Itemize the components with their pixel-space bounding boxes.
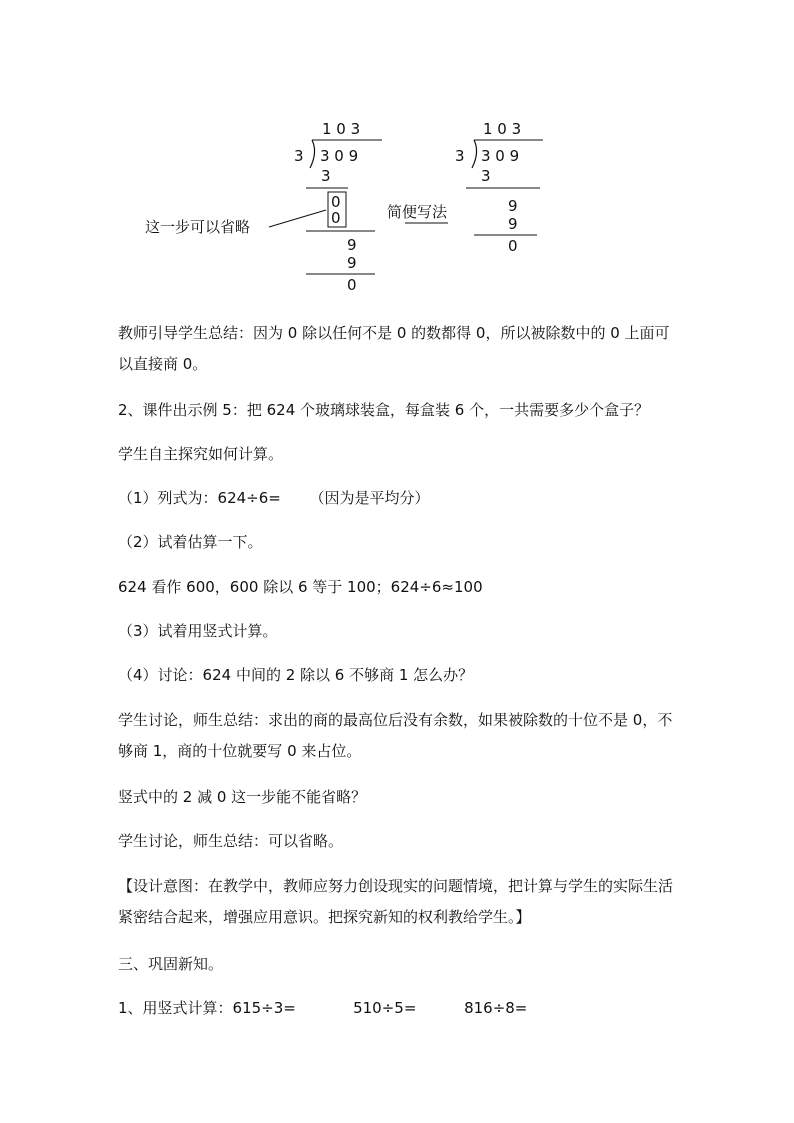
paragraph-conclusion: 学生讨论，师生总结：可以省略。: [118, 832, 344, 850]
paragraph-design-intent: 【设计意图：在教学中，教师应努力创设现实的问题情境，把计算与学生的实际生活紧密结合起来，增强应用意识。把探究新知的权利教给学生。】: [118, 877, 674, 926]
left-step-3: 0: [331, 209, 341, 227]
left-divisor: 3: [294, 147, 304, 165]
right-bracket: [472, 140, 477, 168]
paragraph-step-4: （4）讨论：624 中间的 2 除以 6 不够商 1 怎么办？: [118, 666, 474, 684]
left-quotient: 1 0 3: [322, 120, 361, 138]
left-step-6: 0: [347, 276, 357, 294]
left-step-1: 3: [321, 167, 331, 185]
right-step-4: 0: [508, 237, 518, 255]
right-step-1: 3: [481, 167, 491, 185]
right-divisor: 3: [455, 147, 465, 165]
paragraph-step-1: （1）列式为：624÷6= （因为是平均分）: [118, 489, 430, 507]
left-step-2: 0: [331, 193, 341, 211]
long-division-diagram: [0, 0, 794, 310]
note-pointer-line: [269, 210, 326, 227]
left-dividend: 3 0 9: [320, 147, 359, 165]
paragraph-discussion: 学生讨论，师生总结：求出的商的最高位后没有余数，如果被除数的十位不是 0，不够商 1，商的十位就要写 0 来占位。: [118, 711, 673, 760]
left-step-4: 9: [347, 236, 357, 254]
paragraph-estimate: 624 看作 600，600 除以 6 等于 100；624÷6≈100: [118, 578, 483, 596]
paragraph-summary: 教师引导学生总结：因为 0 除以任何不是 0 的数都得 0，所以被除数中的 0 上面可以直接商 0。: [118, 324, 670, 373]
right-quotient: 1 0 3: [483, 120, 522, 138]
paragraph-explore: 学生自主探究如何计算。: [118, 445, 284, 463]
section-heading-consolidate: 三、巩固新知。: [118, 955, 224, 973]
left-step-5: 9: [347, 254, 357, 272]
right-step-2: 9: [508, 197, 518, 215]
paragraph-question: 竖式中的 2 减 0 这一步能不能省略？: [118, 788, 367, 806]
paragraph-exercise: 1、用竖式计算：615÷3= 510÷5= 816÷8=: [118, 999, 528, 1017]
paragraph-step-3: （3）试着用竖式计算。: [118, 622, 278, 640]
right-dividend: 3 0 9: [481, 147, 520, 165]
note-simple: 简便写法: [387, 203, 448, 221]
paragraph-example-5: 2、课件出示例 5：把 624 个玻璃球装盒，每盒装 6 个，一共需要多少个盒子？: [118, 401, 650, 419]
right-step-3: 9: [508, 215, 518, 233]
paragraph-step-2: （2）试着估算一下。: [118, 533, 263, 551]
note-omit: 这一步可以省略: [145, 218, 251, 236]
left-bracket: [310, 140, 315, 168]
